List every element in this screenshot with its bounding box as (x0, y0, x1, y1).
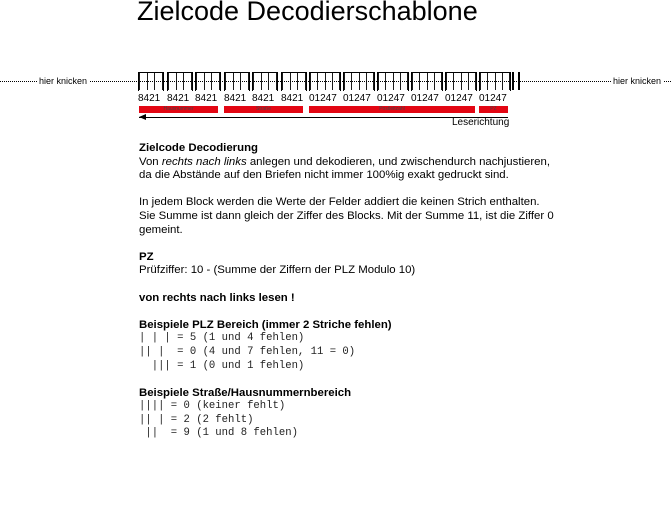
ruler-block-2 (167, 72, 193, 91)
ruler-block-10 (411, 72, 443, 91)
street-examples-heading: Beispiele Straße/Hausnummernbereich (139, 386, 352, 399)
ruler-block-7 (309, 72, 341, 91)
text-run: Von (139, 155, 162, 168)
text-run-emphasis: rechts nach links (161, 155, 247, 168)
read-direction-note: von rechts nach links lesen ! (139, 291, 295, 304)
digit-label: 8421 (138, 93, 161, 104)
plz-example-line: || | = 0 (4 und 7 fehlen, 11 = 0) (139, 345, 356, 358)
reading-direction-label: Leserichtung (452, 117, 510, 128)
digit-label: 8421 (167, 93, 190, 104)
digit-label: 8421 (252, 93, 275, 104)
plz-example-line: ||| = 1 (0 und 1 fehlen) (139, 359, 305, 372)
pz-heading: PZ (139, 250, 154, 263)
ruler-block-9 (377, 72, 409, 91)
segment-hausnummer: Hausnummer (139, 106, 218, 113)
fold-label-right: hier knicken (613, 76, 662, 86)
ruler-block-3 (195, 72, 221, 91)
digit-label: 01247 (479, 93, 507, 104)
ruler-end-bar-2 (518, 72, 520, 90)
plz-example-line: | | | = 5 (1 und 4 fehlen) (139, 332, 305, 345)
digit-label: 8421 (224, 93, 247, 104)
digit-label: 8421 (195, 93, 218, 104)
ruler-block-8 (343, 72, 375, 91)
segment-strasse: Straße (224, 106, 303, 113)
segment-postleitzahl: Postleitzahl (309, 106, 475, 113)
digit-label: 01247 (343, 93, 371, 104)
ruler-block-5 (252, 72, 278, 91)
plz-examples-heading: Beispiele PLZ Bereich (immer 2 Striche fehlen) (139, 318, 392, 331)
ruler-block-1 (138, 72, 164, 91)
text-run: anlegen und dekodieren, und zwischendurch nachjustieren, da die Abstände auf den Briefen nicht immer 100%ig exakt gedruckt sind. (139, 155, 550, 182)
fold-label-left: hier knicken (39, 76, 88, 86)
ruler-block-12 (479, 72, 511, 91)
street-example-line: || = 9 (1 und 8 fehlen) (139, 427, 298, 440)
ruler-block-4 (224, 72, 250, 91)
digit-label: 01247 (377, 93, 405, 104)
page-title: Zielcode Decodierschablone (137, 0, 478, 26)
ruler-end-bar-1 (512, 72, 514, 90)
decoding-heading: Zielcode Decodierung (139, 142, 258, 154)
digit-label: 01247 (411, 93, 439, 104)
pz-text: Prüfziffer: 10 - (Summe der Ziffern der PLZ Modulo 10) (139, 264, 416, 277)
street-example-line: || | = 2 (2 fehlt) (139, 413, 254, 426)
decoding-paragraph-2: In jedem Block werden die Werte der Felder addiert die keinen Strich enthalten. Sie Summe ist dann gleich der Ziffer des Blocks. Mit der Summe 11, ist die Ziffer 0 gemeint. (139, 196, 554, 236)
arrow-left-icon (139, 114, 146, 120)
digit-label: 01247 (309, 93, 337, 104)
digit-label: 01247 (445, 93, 473, 104)
decoding-paragraph-1 (139, 156, 559, 183)
segment-pz: PZ (479, 106, 508, 113)
digit-label: 8421 (281, 93, 304, 104)
ruler-block-6 (281, 72, 307, 91)
ruler-block-11 (445, 72, 477, 91)
instructions (139, 142, 559, 441)
street-example-line: |||| = 0 (keiner fehlt) (139, 400, 286, 413)
